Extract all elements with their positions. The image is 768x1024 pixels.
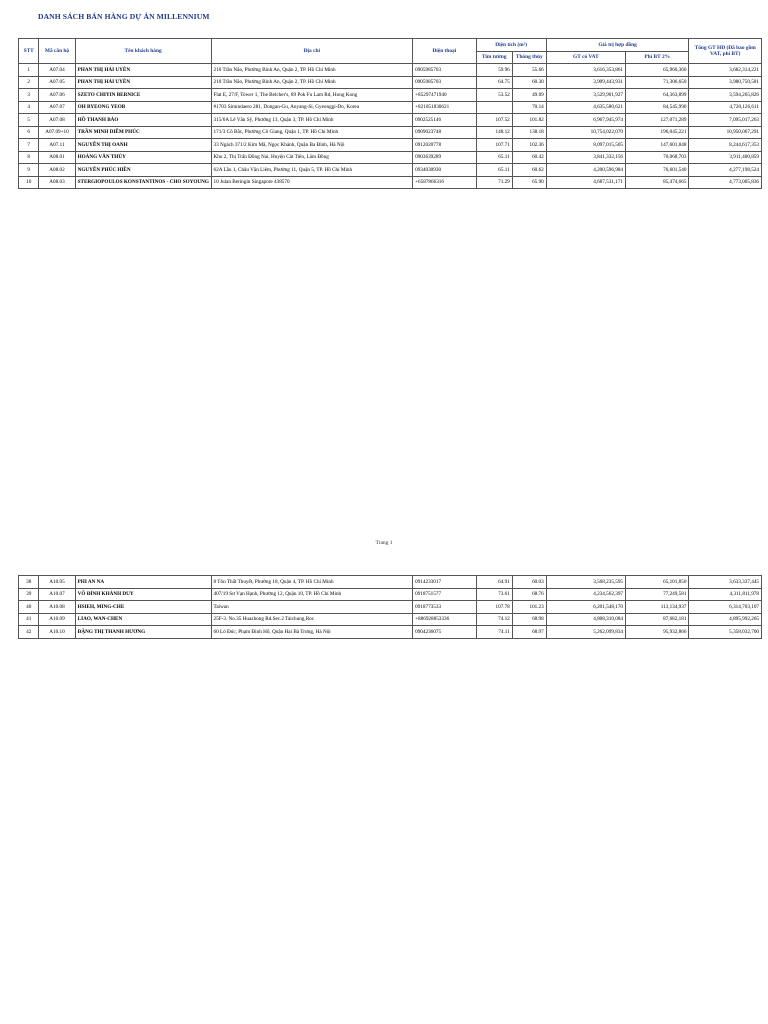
table-cell: TRẦN MINH DIỄM PHÚC	[75, 126, 211, 139]
sales-table-continued	[18, 575, 762, 639]
table-cell: 4,234,562,397	[546, 588, 625, 601]
table-row	[19, 176, 762, 189]
sales-table	[18, 38, 762, 189]
table-cell: SZETO CHIYIN BERNICE	[75, 89, 211, 102]
table-cell: 210 Trần Não, Phường Bình An, Quận 2, TP. Hồ Chí Minh	[211, 76, 413, 89]
table-cell: A10.09	[39, 613, 75, 626]
table-cell: 65,960,360	[626, 64, 689, 77]
table-cell: 0918773533	[413, 601, 476, 614]
document-title: DANH SÁCH BÁN HÀNG DỰ ÁN MILLENNIUM	[38, 12, 210, 21]
table-cell: 59.96	[476, 64, 512, 77]
table-cell: 3,529,901,927	[546, 89, 625, 102]
table-cell: 76,601,540	[626, 164, 689, 177]
table-cell: 4,895,992,265	[689, 613, 762, 626]
table-cell: PHI AN NA	[75, 576, 211, 589]
table-cell: 101.23	[512, 601, 546, 614]
table-cell: #1703 Simindaero 281, Dongan-Gu, Anyang-Si, Gyeonggi-Do, Korea	[211, 101, 413, 114]
table-cell: 3,841,332,156	[546, 151, 625, 164]
table-cell	[476, 101, 512, 114]
table-cell: 8 Tôn Thất Thuyết, Phường 18, Quận 4, TP. Hồ Chí Minh	[211, 576, 413, 589]
table-cell: HỒ THANH BẢO	[75, 114, 211, 127]
table-cell: 113,134,937	[626, 601, 689, 614]
table-cell: 3,594,265,826	[689, 89, 762, 102]
table-cell: 64.91	[476, 576, 512, 589]
table-cell: +85297471940	[413, 89, 476, 102]
table-cell: 10,754,022,070	[546, 126, 625, 139]
table-cell: 1	[19, 64, 39, 77]
table-cell: 107.52	[476, 114, 512, 127]
table-cell: 60.42	[512, 151, 546, 164]
table-cell: 3,980,750,581	[689, 76, 762, 89]
table-row	[19, 613, 762, 626]
table-cell: 7,095,017,263	[689, 114, 762, 127]
table-cell: LIAO, WAN-CHEN	[75, 613, 211, 626]
table-cell: 4,773,005,836	[689, 176, 762, 189]
table-cell: 8,244,617,353	[689, 139, 762, 152]
table-cell: 3,909,443,931	[546, 76, 625, 89]
table-cell: STERGIOPOULOS KONSTANTINOS - CHO SOYOUNG	[75, 176, 211, 189]
table-cell: 3,568,235,595	[546, 576, 625, 589]
table-cell: 10,950,067,291	[689, 126, 762, 139]
table-cell: 10	[19, 176, 39, 189]
table-cell: 4,311,811,978	[689, 588, 762, 601]
table-cell: 0934030930	[413, 164, 476, 177]
table-cell: NGUYỄN PHÚC HIỀN	[75, 164, 211, 177]
table-cell: 4,720,126,611	[689, 101, 762, 114]
header-code: Mã căn hộ	[39, 39, 75, 64]
table-cell: 6,314,703,107	[689, 601, 762, 614]
table-cell: 210 Trần Não, Phường Bình An, Quận 2, TP. Hồ Chí Minh	[211, 64, 413, 77]
table-cell: 0902525146	[413, 114, 476, 127]
table-cell: 5,262,099,834	[546, 626, 625, 639]
table-cell: 53.52	[476, 89, 512, 102]
table-cell: 407/19 Sư Vạn Hạnh, Phường 12, Quận 10, TP. Hồ Chí Minh	[211, 588, 413, 601]
table-cell: 68.97	[512, 626, 546, 639]
table-cell: 0912020778	[413, 139, 476, 152]
header-vat: GT có VAT	[546, 51, 625, 64]
table-cell: 4,277,198,524	[689, 164, 762, 177]
table-cell: 55.66	[512, 64, 546, 77]
table-cell: A10.10	[39, 626, 75, 639]
table-cell: 4,635,580,621	[546, 101, 625, 114]
sales-table-page-1	[18, 38, 762, 189]
table-cell: 6,967,945,974	[546, 114, 625, 127]
table-cell: 148.12	[476, 126, 512, 139]
header-value: Giá trị hợp đồng	[546, 39, 689, 52]
table-cell: 77,249,581	[626, 588, 689, 601]
table-cell: 7	[19, 139, 39, 152]
table-cell: 107.78	[476, 601, 512, 614]
table-cell: 6,201,548,170	[546, 601, 625, 614]
table-cell: 9	[19, 164, 39, 177]
table-cell: 74.12	[476, 613, 512, 626]
table-cell: 25F-3. No.35 Huazhong Rd.Sec.2 Taichung,Roc	[211, 613, 413, 626]
table-cell: A10.07	[39, 588, 75, 601]
table-cell: 101.82	[512, 114, 546, 127]
table-cell: Flat E, 27/F, Tower 1, The Belcher's, 89 Pok Fu Lam Rd, Hong Kong	[211, 89, 413, 102]
table-row	[19, 114, 762, 127]
table-cell: 4,200,596,984	[546, 164, 625, 177]
table-cell: 0905985703	[413, 64, 476, 77]
table-cell: 0918751577	[413, 588, 476, 601]
table-cell: NGUYỄN THỊ OANH	[75, 139, 211, 152]
table-cell: 68.98	[512, 613, 546, 626]
table-cell: 40	[19, 601, 39, 614]
table-cell: 68.76	[512, 588, 546, 601]
table-cell: 4,808,310,084	[546, 613, 625, 626]
table-cell: 64,363,899	[626, 89, 689, 102]
table-row	[19, 588, 762, 601]
table-cell: 3,911,400,859	[689, 151, 762, 164]
table-row	[19, 89, 762, 102]
table-cell: 8,097,015,505	[546, 139, 625, 152]
table-cell: 6	[19, 126, 39, 139]
table-cell: 60.03	[512, 576, 546, 589]
table-cell: 315/6A Lê Văn Sỹ, Phường 13, Quận 3, TP. Hồ Chí Minh	[211, 114, 413, 127]
header-customer: Tên khách hàng	[75, 39, 211, 64]
table-cell: 5	[19, 114, 39, 127]
table-cell: 84,545,990	[626, 101, 689, 114]
table-cell: 60.30	[512, 76, 546, 89]
table-row	[19, 601, 762, 614]
table-cell: +6587866316	[413, 176, 476, 189]
table-cell: 3,682,314,221	[689, 64, 762, 77]
table-cell: 196,045,221	[626, 126, 689, 139]
table-cell: 0904236075	[413, 626, 476, 639]
table-cell: 85,474,665	[626, 176, 689, 189]
table-cell: PHAN THỊ HẢI UYÊN	[75, 64, 211, 77]
table-cell: 0914233017	[413, 576, 476, 589]
table-cell: 71.29	[476, 176, 512, 189]
table-cell: 62A Lầu 1, Châu Văn Liêm, Phường 11, Quận 5, TP. Hồ Chí Minh	[211, 164, 413, 177]
table-cell: 10 Julan Beringin Singapore 438570	[211, 176, 413, 189]
table-cell: 60.62	[512, 164, 546, 177]
table-row	[19, 64, 762, 77]
table-cell: 127,071,289	[626, 114, 689, 127]
table-cell: 65.90	[512, 176, 546, 189]
table-row	[19, 164, 762, 177]
header-phone: Điện thoại	[413, 39, 476, 64]
header-area: Diện tích (m²)	[476, 39, 546, 52]
table-cell: A10.05	[39, 576, 75, 589]
table-cell: 8	[19, 151, 39, 164]
table-cell: Taiwan	[211, 601, 413, 614]
table-row	[19, 101, 762, 114]
table-cell: A07.04	[39, 64, 75, 77]
header-address: Địa chỉ	[211, 39, 413, 64]
table-row	[19, 139, 762, 152]
table-cell: 138.18	[512, 126, 546, 139]
table-cell: HOÀNG VĂN THỦY	[75, 151, 211, 164]
table-cell: 2	[19, 76, 39, 89]
table-cell: A07.05	[39, 76, 75, 89]
table-cell: ĐẶNG THỊ THANH HƯƠNG	[75, 626, 211, 639]
table-cell: A08.03	[39, 176, 75, 189]
table-cell: 70.14	[512, 101, 546, 114]
table-cell: 60 Lò Đúc, Phạm Đình Hổ, Quận Hai Bà Trưng, Hà Nội	[211, 626, 413, 639]
table-cell: A08.02	[39, 164, 75, 177]
table-cell: 0903639289	[413, 151, 476, 164]
table-row	[19, 151, 762, 164]
table-cell: PHAN THỊ HẢI UYÊN	[75, 76, 211, 89]
header-fee: Phí BT 2%	[626, 51, 689, 64]
table-cell: 3,616,353,861	[546, 64, 625, 77]
table-cell: 39	[19, 588, 39, 601]
table-cell: 65.11	[476, 151, 512, 164]
table-cell: 171/3 Cô Bắc, Phường Cô Giang, Quận 1, TP. Hồ Chí Minh	[211, 126, 413, 139]
header-area-wall: Tim tường	[476, 51, 512, 64]
table-cell: 147,601,848	[626, 139, 689, 152]
table-cell: 38	[19, 576, 39, 589]
table-cell: Khu 2, Thị Trấn Đồng Nai, Huyện Cát Tiên, Lâm Đồng	[211, 151, 413, 164]
header-total: Tổng GT HĐ (Đã bao gồm VAT, phí BT)	[689, 39, 762, 64]
table-cell: A10.08	[39, 601, 75, 614]
table-cell: 0909023748	[413, 126, 476, 139]
table-cell: A07.08	[39, 114, 75, 127]
sales-table-page-2	[18, 575, 762, 639]
table-cell: A07.11	[39, 139, 75, 152]
table-cell: 41	[19, 613, 39, 626]
table-cell: 102.36	[512, 139, 546, 152]
table-cell: 64.75	[476, 76, 512, 89]
table-cell: 33 Ngách 371/2 Kim Mã, Ngọc Khánh, Quận Ba Đình, Hà Nội	[211, 139, 413, 152]
table-cell: 42	[19, 626, 39, 639]
table-cell: +821051830621	[413, 101, 476, 114]
table-cell: 87,682,181	[626, 613, 689, 626]
table-cell: VÕ ĐÌNH KHÁNH DUY	[75, 588, 211, 601]
table-row	[19, 576, 762, 589]
header-stt: STT	[19, 39, 39, 64]
table-cell: A07.09+10	[39, 126, 75, 139]
table-row	[19, 126, 762, 139]
table-cell: A07.06	[39, 89, 75, 102]
table-cell: 49.09	[512, 89, 546, 102]
table-cell: 4	[19, 101, 39, 114]
table-cell: 4,687,531,171	[546, 176, 625, 189]
header-area-net: Thông thủy	[512, 51, 546, 64]
table-cell: OH BYEONG YEOB	[75, 101, 211, 114]
table-cell: 95,932,866	[626, 626, 689, 639]
table-cell: 71,306,650	[626, 76, 689, 89]
table-cell: A07.07	[39, 101, 75, 114]
table-cell: 107.71	[476, 139, 512, 152]
table-cell: 65,101,850	[626, 576, 689, 589]
table-cell: A08.01	[39, 151, 75, 164]
table-row	[19, 626, 762, 639]
table-cell: 74.11	[476, 626, 512, 639]
table-cell: 3,633,337,445	[689, 576, 762, 589]
table-cell: 3	[19, 89, 39, 102]
table-row	[19, 76, 762, 89]
table-cell: 73.61	[476, 588, 512, 601]
table-cell: 0905985703	[413, 76, 476, 89]
table-cell: 5,358,032,700	[689, 626, 762, 639]
page-label: Trang 1	[375, 540, 393, 546]
table-cell: 70,068,703	[626, 151, 689, 164]
table-cell: +886928853336	[413, 613, 476, 626]
table-cell: HSIEH, MING-CHE	[75, 601, 211, 614]
table-cell: 65.11	[476, 164, 512, 177]
